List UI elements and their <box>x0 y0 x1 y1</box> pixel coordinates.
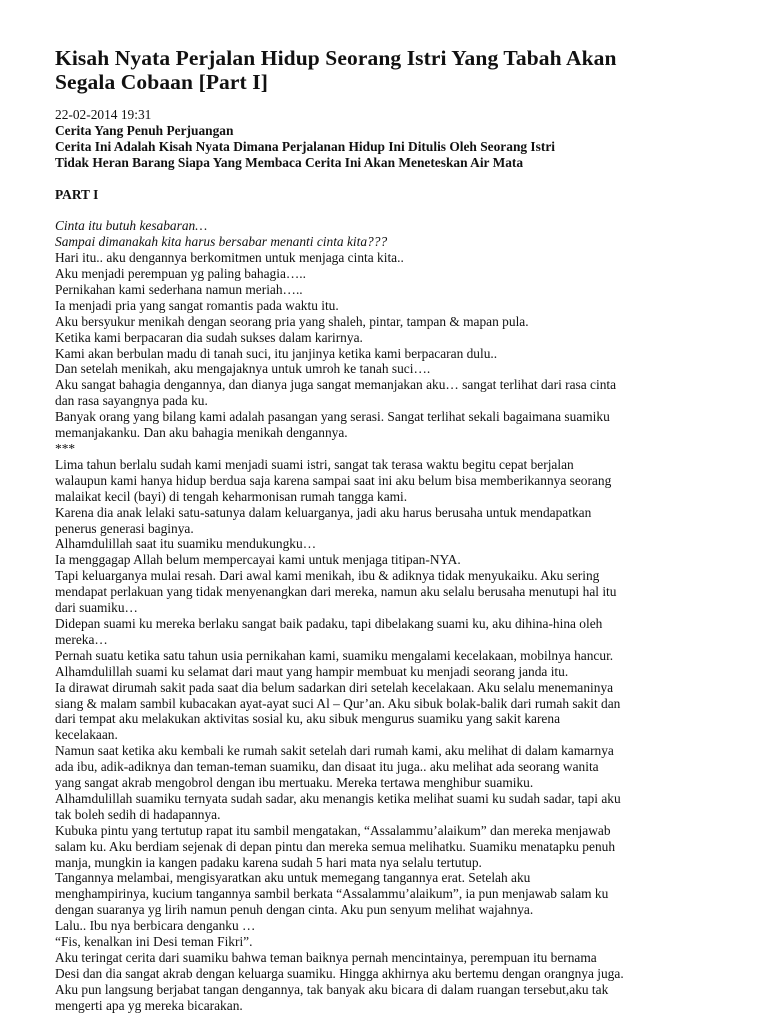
story-line: Pernikahan kami sederhana namun meriah….. <box>55 281 303 297</box>
story-line: Hari itu.. aku dengannya berkomitmen untuk menjaga cinta kita.. <box>55 250 404 266</box>
story-line: “Fis, kenalkan ini Desi teman Fikri”. <box>55 934 253 950</box>
story-line: Ia menggagap Allah belum mempercayai kami untuk menjaga titipan-NYA. <box>55 552 461 568</box>
story-line: Alhamdulillah saat itu suamiku mendukungku… <box>55 536 317 552</box>
spacer <box>55 202 730 218</box>
post-date: 22-02-2014 19:31 <box>55 107 152 122</box>
story-line: tak boleh sedih di hadapannya. <box>55 806 221 822</box>
story-line: Dan setelah menikah, aku mengajaknya untuk umroh ke tanah suci…. <box>55 361 431 377</box>
story-line: Karena dia anak lelaki satu-satunya dalam keluarganya, jadi aku harus berusaha untuk mendapatkan <box>55 504 592 520</box>
story-line: Kubuka pintu yang tertutup rapat itu sambil mengatakan, “Assalammu’alaikum” dan mereka menjawab <box>55 822 611 838</box>
story-line: kecelakaan. <box>55 727 118 743</box>
italic-line: Sampai dimanakah kita harus bersabar menanti cinta kita??? <box>55 234 388 250</box>
story-line: dari tempat aku melakukan aktivitas sosial ku, aku sibuk mengurus suamiku yang sakit karena <box>55 711 561 727</box>
story-line: Aku bersyukur menikah dengan seorang pria yang shaleh, pintar, tampan & mapan pula. <box>55 313 529 329</box>
story-line: Tapi keluarganya mulai resah. Dari awal kami menikah, ibu & adiknya tidak menyukaiku. Aku sering <box>55 568 600 584</box>
story-text <box>55 250 730 1014</box>
story-line: malaikat kecil (bayi) di tengah keharmonisan rumah tangga kami. <box>55 488 408 504</box>
story-line: memanjakanku. Dan aku bahagia menikah dengannya. <box>55 425 348 441</box>
spacer <box>55 171 730 187</box>
subtitle-line: Cerita Yang Penuh Perjuangan <box>55 122 234 138</box>
story-line: salam ku. Aku berdiam sejenak di depan pintu dan mereka semua melihatku. Suamiku menatapku penuh <box>55 838 616 854</box>
story-line: ada ibu, adik-adiknya dan teman-teman suamiku, dan disaat itu juga.. aku melihat ada seorang wanita <box>55 759 599 775</box>
story-line: penerus generasi baginya. <box>55 520 194 536</box>
subtitle-line: Tidak Heran Barang Siapa Yang Membaca Cerita Ini Akan Meneteskan Air Mata <box>55 154 524 170</box>
story-line: Lalu.. Ibu nya berbicara denganku … <box>55 918 256 934</box>
story-line: Pernah suatu ketika satu tahun usia pernikahan kami, suamiku mengalami kecelakaan, mobilnya hancur. <box>55 647 614 663</box>
italic-line: Cinta itu butuh kesabaran… <box>55 218 208 234</box>
story-line: Aku sangat bahagia dengannya, dan dianya juga sangat memanjakan aku… sangat terlihat dari rasa cinta <box>55 377 617 393</box>
story-line: manja, mungkin ia kangen padaku karena sudah 5 hari mata nya selalu tertutup. <box>55 854 482 870</box>
story-line: Desi dan dia sangat akrab dengan keluarga suamiku. Hingga akhirnya aku bertemu dengan orangnya juga. <box>55 965 624 981</box>
document-body <box>55 107 730 1014</box>
subtitle-line: Cerita Ini Adalah Kisah Nyata Dimana Perjalanan Hidup Ini Ditulis Oleh Seorang Istri <box>55 138 555 154</box>
story-line: Ia dirawat dirumah sakit pada saat dia belum sadarkan diri setelah kecelakaan. Aku selalu menemaninya <box>55 679 614 695</box>
story-line: dan rasa sayangnya pada ku. <box>55 393 208 409</box>
story-line: Kami akan berbulan madu di tanah suci, itu janjinya ketika kami berpacaran dulu.. <box>55 345 498 361</box>
story-line: siang & malam sambil kubacakan ayat-ayat suci Al – Qur’an. Aku sibuk bolak-balik dari rumah sakit dan <box>55 695 621 711</box>
story-line: Alhamdulillah suami ku selamat dari maut yang hampir membuat ku menjadi seorang janda itu. <box>55 663 569 679</box>
story-line: Tangannya melambai, mengisyaratkan aku untuk memegang tangannya erat. Setelah aku <box>55 870 531 886</box>
title-line: Kisah Nyata Perjalan Hidup Seorang Istri Yang Tabah Akan <box>55 46 617 70</box>
story-line: Aku teringat cerita dari suamiku bahwa teman baiknya pernah mencintainya, perempuan itu bernama <box>55 950 597 965</box>
story-line: Ketika kami berpacaran dia sudah sukses dalam karirnya. <box>55 329 363 345</box>
document-title <box>55 46 735 94</box>
story-line: Alhamdulillah suamiku ternyata sudah sadar, aku menangis ketika melihat suami ku sudah sadar, tapi aku <box>55 790 621 806</box>
story-line: yang sangat akrab mengobrol dengan ibu mertuaku. Mereka tertawa menghibur suamiku. <box>55 775 534 791</box>
story-line: Namun saat ketika aku kembali ke rumah sakit setelah dari rumah kami, aku melihat di dalam kamarnya <box>55 743 614 759</box>
story-line: walaupun kami hanya hidup berdua saja karena sampai saat ini aku belum bisa memberikannya seorang <box>55 472 612 488</box>
story-line: mengerti apa yg mereka bicarakan. <box>55 997 243 1013</box>
story-line: *** <box>55 441 76 456</box>
title-line: Segala Cobaan [Part I] <box>55 70 269 94</box>
part-heading: PART I <box>55 186 99 202</box>
story-line: Aku pun langsung berjabat tangan dengannya, tak banyak aku bicara di dalam ruangan tersebut,aku tak <box>55 981 609 997</box>
story-line: menghampirinya, kucium tangannya sambil berkata “Assalammu’alaikum”, ia pun menjawab salam ku <box>55 886 609 902</box>
story-line: dengan suaranya yg lirih namun penuh dengan cinta. Aku pun senyum melihat wajahnya. <box>55 902 534 918</box>
story-line: Banyak orang yang bilang kami adalah pasangan yang serasi. Sangat terlihat sekali bagaimana suamiku <box>55 409 610 425</box>
story-line: Aku menjadi perempuan yg paling bahagia….. <box>55 266 307 282</box>
story-line: Ia menjadi pria yang sangat romantis pada waktu itu. <box>55 297 339 313</box>
story-line: Didepan suami ku mereka berlaku sangat baik padaku, tapi dibelakang suami ku, aku dihina-hina oleh <box>55 615 603 631</box>
story-line: dari suamiku… <box>55 600 138 616</box>
story-line: Lima tahun berlalu sudah kami menjadi suami istri, sangat tak terasa waktu begitu cepat berjalan <box>55 456 574 472</box>
story-line: mendapat perlakuan yang tidak menyenangkan dari mereka, namun aku selalu berusaha menutupi hal itu <box>55 584 617 600</box>
story-line: mereka… <box>55 631 108 647</box>
